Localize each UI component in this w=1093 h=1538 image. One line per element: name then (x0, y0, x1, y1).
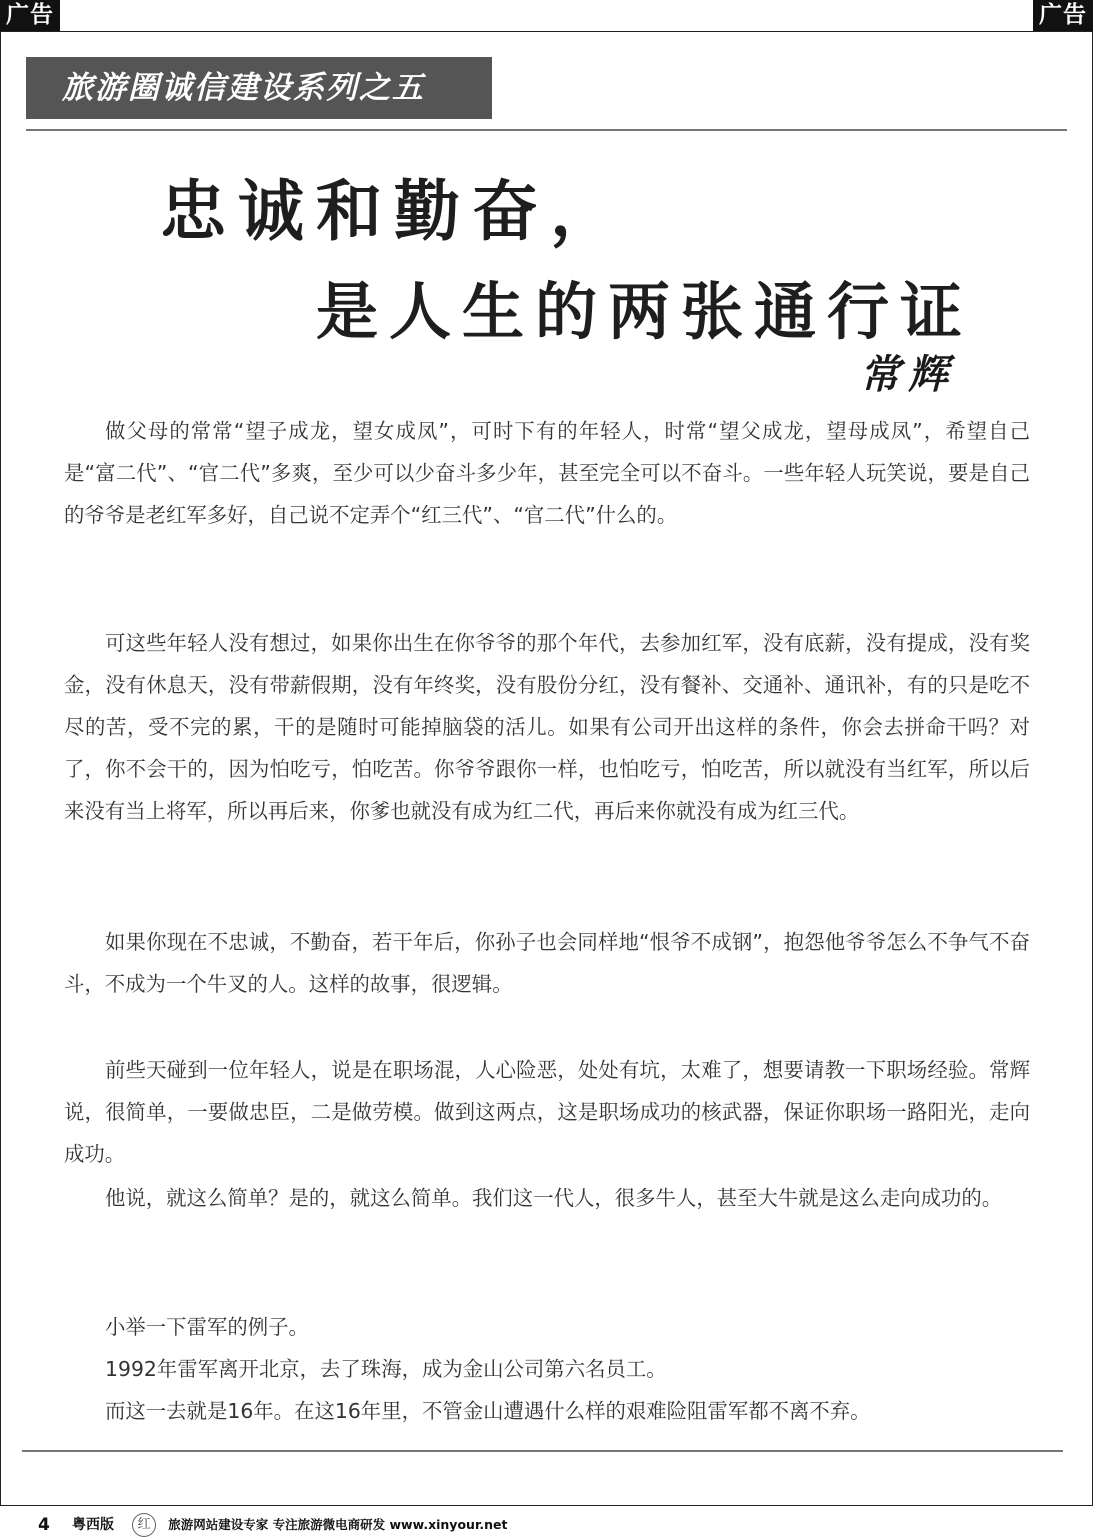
edition-label: 粤西版 (71, 1517, 114, 1533)
ad-label-left: 广告 (0, 0, 60, 31)
page-footer (30, 1513, 507, 1537)
body-paragraph-2: 可这些年轻人没有想过，如果你出生在你爷爷的那个年代，去参加红军，没有底薪，没有提成，没有奖金，没有休息天，没有带薪假期，没有年终奖，没有股份分红，没有餐补、交通补、通讯补，有的只是吃不尽的苦，受不完的累，干的是随时可能掉脑袋的活儿。如果有公司开出这样的条件，你会去拼命干吗？对了，你不会干的，因为怕吃亏，怕吃苦。你爷爷跟你一样，也怕吃亏，怕吃苦，所以就没有当红军，所以后来没有当上将军，所以再后来，你爹也就没有成为红二代，再后来你就没有成为红三代。 (64, 631, 1030, 823)
article-title-line2: 是人生的两张通行证 (316, 275, 974, 348)
article-title-line1: 忠诚和勤奋， (160, 173, 628, 250)
footer-divider (22, 1450, 1063, 1452)
body-paragraph-5: 他说，就这么简单？是的，就这么简单。我们这一代人，很多牛人，甚至大牛就是这么走向成功的。 (105, 1186, 1003, 1210)
body-paragraph-4: 前些天碰到一位年轻人，说是在职场混，人心险恶，处处有坑，太难了，想要请教一下职场经验。常辉说，很简单，一要做忠臣，二是做劳模。做到这两点，这是职场成功的核武器，保证你职场一路阳光，走向成功。 (64, 1058, 1030, 1166)
body-paragraph-8: 而这一去就是16年。在这16年里，不管金山遭遇什么样的艰难险阻雷军都不离不弃。 (105, 1399, 871, 1423)
series-banner: 旅游圈诚信建设系列之五 (26, 57, 492, 119)
header-divider (26, 129, 1067, 131)
body-paragraph-3: 如果你现在不忠诚，不勤奋，若干年后，你孙子也会同样地“恨爷不成钢”，抱怨他爷爷怎么不争气不奋斗，不成为一个牛叉的人。这样的故事，很逻辑。 (64, 930, 1030, 996)
brand-logo-icon: 红 (132, 1513, 156, 1537)
body-paragraph-1: 做父母的常常“望子成龙，望女成凤”，可时下有的年轻人，时常“望父成龙，望母成凤”，希望自己是“富二代”、“官二代”多爽，至少可以少奋斗多少年，甚至完全可以不奋斗。一些年轻人玩笑说，要是自己的爷爷是老红军多好，自己说不定弄个“红三代”、“官二代”什么的。 (64, 419, 1030, 527)
page-frame-left (0, 31, 1, 1505)
body-paragraph-6: 小举一下雷军的例子。 (105, 1315, 309, 1339)
page-frame-bottom (0, 1505, 1093, 1506)
footer-slogan: 旅游网站建设专家 专注旅游微电商研发 www.xinyour.net (168, 1517, 508, 1532)
body-paragraph-7: 1992年雷军离开北京，去了珠海，成为金山公司第六名员工。 (105, 1357, 667, 1381)
ad-label-right: 广告 (1033, 0, 1093, 31)
page-frame-top (0, 31, 1093, 32)
author-signature: 常辉 (860, 351, 956, 398)
page-number: 4 (38, 1515, 50, 1535)
